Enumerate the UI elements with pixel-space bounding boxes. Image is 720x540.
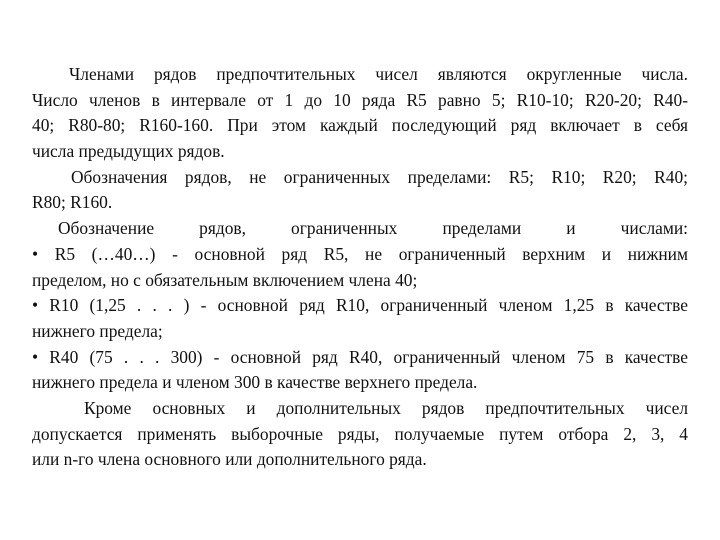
bullet-1-line-2: пределом, но с обязательным включением члена 40; xyxy=(32,269,418,290)
paragraph-1-line-2: Число членов в интервале от 1 до 10 ряда R5 равно 5; R10-10; R20-20; R40- xyxy=(32,89,688,110)
paragraph-2-line-1: Обозначения рядов, не ограниченных пределами: R5; R10; R20; R40; xyxy=(71,166,688,187)
bullet-2-line-2: нижнего предела; xyxy=(32,320,163,341)
paragraph-1-line-3: 40; R80-80; R160-160. При этом каждый последующий ряд включает в себя xyxy=(32,115,688,136)
paragraph-4-line-2: допускается применять выборочные ряды, получаемые путем отбора 2, 3, 4 xyxy=(32,423,688,444)
document-body xyxy=(32,62,688,473)
bullet-2-line-1: • R10 (1,25 . . . ) - основной ряд R10, ограниченный членом 1,25 в качестве xyxy=(32,295,688,316)
paragraph-2-line-2: R80; R160. xyxy=(32,192,113,213)
bullet-1-line-1: • R5 (…40…) - основной ряд R5, не ограниченный верхним и нижним xyxy=(32,243,688,264)
bullet-3-line-2: нижнего предела и членом 300 в качестве верхнего предела. xyxy=(32,372,478,393)
paragraph-1-line-1: Членами рядов предпочтительных чисел являются округленные числа. xyxy=(69,64,688,84)
paragraph-3-heading: Обозначение рядов, ограниченных пределами и числами: xyxy=(58,218,688,239)
paragraph-1-line-4: числа предыдущих рядов. xyxy=(32,141,225,162)
bullet-3-line-1: • R40 (75 . . . 300) - основной ряд R40, ограниченный членом 75 в качестве xyxy=(32,346,688,367)
paragraph-4-line-1: Кроме основных и дополнительных рядов предпочтительных чисел xyxy=(84,397,688,418)
paragraph-4-line-3: или n-го члена основного или дополнительного ряда. xyxy=(32,449,427,470)
